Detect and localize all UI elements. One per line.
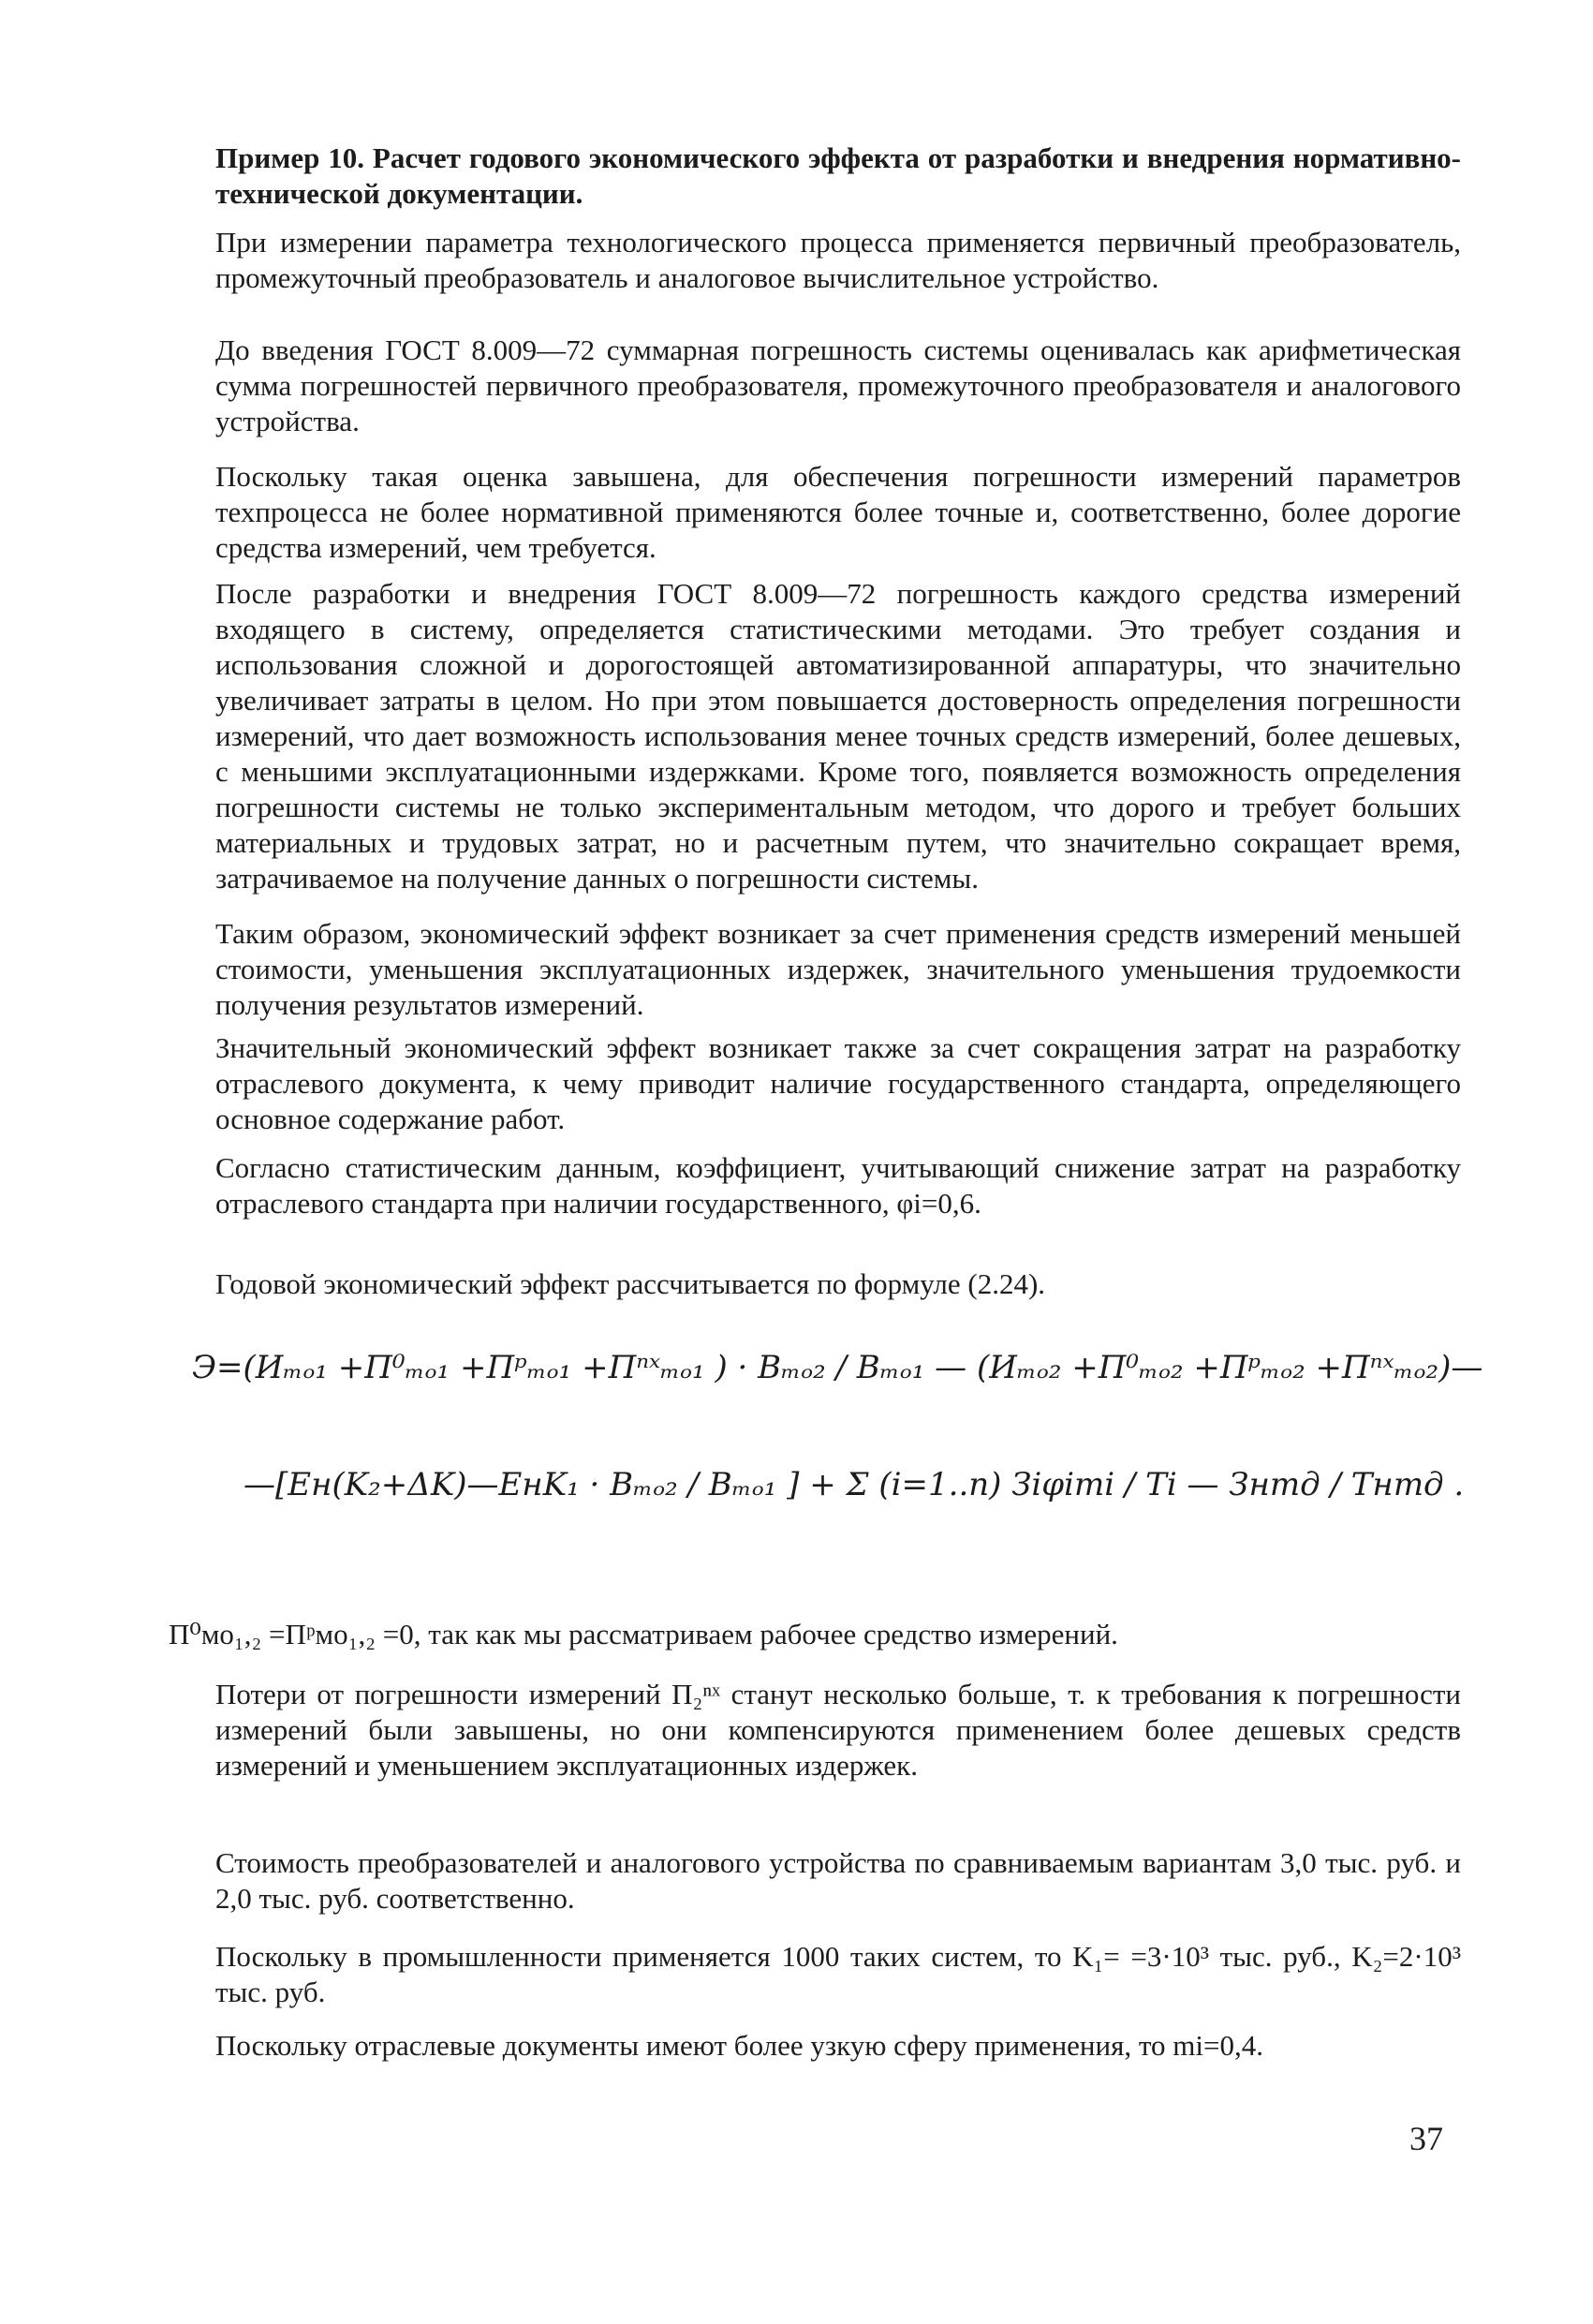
formula-line-1: Э=(Иₘₒ₁ +П⁰ₘₒ₁ +Пᵖₘₒ₁ +Пⁿˣₘₒ₁ ) · Bₘₒ₂ / Bₘₒ₁ — (Иₘₒ₂ +П⁰ₘₒ₂ +Пᵖₘₒ₂ +Пⁿˣₘₒ₂)—	[192, 1349, 1483, 1386]
paragraph-11: Поскольку в промышленности применяется 1000 таких систем, то K₁= =3·10³ тыс. руб., K₂=2·10³ тыс. руб.	[215, 1940, 1461, 2008]
paragraph-10: Стоимость преобразователей и аналогового устройства по сравниваемым вариантам 3,0 тыс. руб. и 2,0 тыс. руб. соответственно.	[215, 1846, 1461, 1915]
formula-note: П⁰мо₁,₂ =Пᵖмо₁,₂ =0, так как мы рассматриваем рабочее средство измерений.	[169, 1618, 1118, 1650]
formula-line-2: —[Eн(K₂+ΔK)—EнK₁ · Bₘₒ₂ / Bₘₒ₁ ] + Σ (i=1..n) Зiφimi / Ti — Знтд / Тнтд .	[243, 1466, 1465, 1503]
paragraph-2: До введения ГОСТ 8.009—72 суммарная погрешность системы оценивалась как арифметическая сумма погрешностей первичного преобразователя, промежуточного преобразователя и аналогового устройства.	[215, 333, 1461, 437]
paragraph-7: Согласно статистическим данным, коэффициент, учитывающий снижение затрат на разработку отраслевого стандарта при наличии государственного, φi=0,6.	[215, 1151, 1461, 1220]
paragraph-6: Значительный экономический эффект возникает также за счет сокращения затрат на разработку отраслевого документа, к чему приводит наличие государственного стандарта, определяющего основное содержание работ.	[215, 1031, 1461, 1135]
page-number: 37	[1409, 2120, 1443, 2157]
paragraph-5: Таким образом, экономический эффект возникает за счет применения средств измерений меньшей стоимости, уменьшения эксплуатационных издержек, значительного уменьшения трудоемкости получения результатов измерений.	[215, 917, 1461, 1021]
paragraph-3: Поскольку такая оценка завышена, для обеспечения погрешности измерений параметров техпроцесса не более нормативной применяются более точные и, соответственно, более дорогие средства измерений, чем требуется.	[215, 460, 1461, 564]
paragraph-9: Потери от погрешности измерений П₂ⁿˣ станут несколько больше, т. к требования к погрешности измерений были завышены, но они компенсируются применением более дешевых средств измерений и уменьшением эксплуатационных издержек.	[215, 1678, 1461, 1782]
example-title: Пример 10. Расчет годового экономического эффекта от разработки и внедрения нормативно-технической документации.	[215, 141, 1461, 210]
paragraph-12: Поскольку отраслевые документы имеют более узкую сферу применения, то mi=0,4.	[215, 2029, 1263, 2062]
paragraph-4: После разработки и внедрения ГОСТ 8.009—72 погрешность каждого средства измерений входящего в систему, определяется статистическими методами. Это требует создания и использования сложной и дорогостоящей автоматизированной аппаратуры, что значительно увеличивает затраты в целом. Но при этом повышается достоверность определения погрешности измерений, что дает возможность использования менее точных средств измерений, более дешевых, с меньшими эксплуатационными издержками. Кроме того, появляется возможность определения погрешности системы не только экспериментальным методом, что дорого и требует больших материальных и трудовых затрат, но и расчетным путем, что значительно сокращает время, затрачиваемое на получение данных о погрешности системы.	[215, 577, 1461, 895]
paragraph-1: При измерении параметра технологического процесса применяется первичный преобразователь, промежуточный преобразователь и аналоговое вычислительное устройство.	[215, 226, 1461, 294]
paragraph-8: Годовой экономический эффект рассчитывается по формуле (2.24).	[215, 1267, 1046, 1300]
